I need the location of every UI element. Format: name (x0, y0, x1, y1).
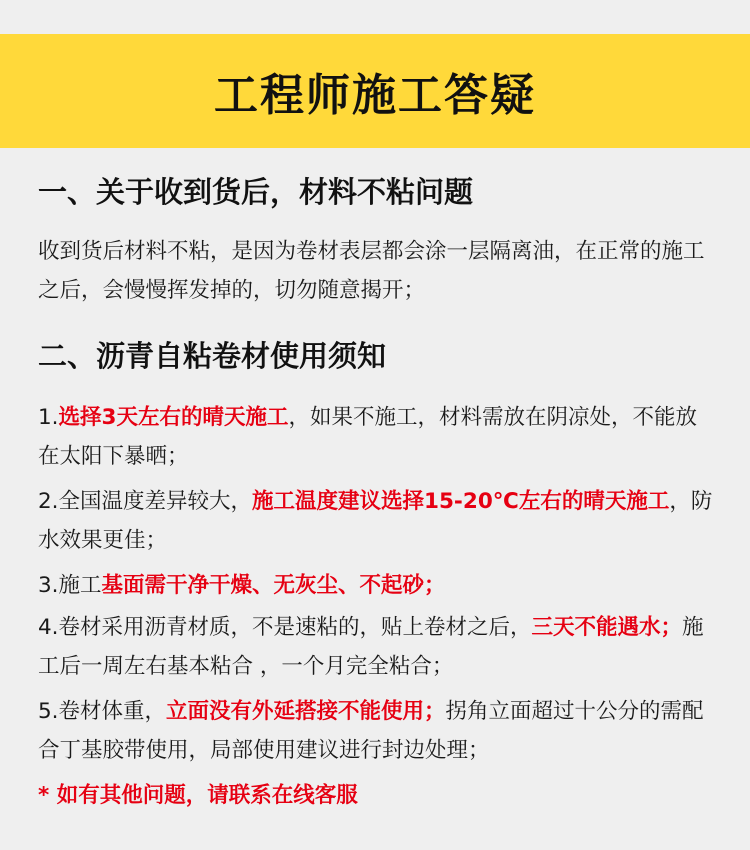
section-2-heading: 二、沥青自粘卷材使用须知 (38, 339, 387, 373)
usage-item-5 (38, 692, 718, 770)
section-1-body: 收到货后材料不粘，是因为卷材表层都会涂一层隔离油，在正常的施工之后，会慢慢挥发掉的，切勿随意揭开； (38, 239, 705, 303)
usage-item-3-prefix: 3.施工 (38, 573, 102, 598)
usage-item-5-highlight: 立面没有外延搭接不能使用； (166, 699, 446, 724)
usage-item-5-rest: 拐角立面超过十公分的需配合丁基胶带使用，局部使用建议进行封边处理； (38, 699, 704, 763)
usage-item-5-prefix: 5.卷材体重， (38, 699, 167, 724)
usage-item-2-rest: ，防水效果更佳； (38, 489, 713, 553)
usage-item-1-highlight: 选择3天左右的晴天施工 (58, 405, 289, 430)
usage-item-2-highlight: 施工温度建议选择15-20℃左右的晴天施工 (252, 489, 670, 514)
usage-item-4 (38, 608, 718, 686)
usage-item-1-rest: ，如果不施工，材料需放在阴凉处，不能放在太阳下暴晒； (38, 405, 697, 469)
title-banner (0, 34, 750, 148)
usage-item-2-prefix: 2.全国温度差异较大， (38, 489, 253, 514)
usage-item-4-prefix: 4.卷材采用沥青材质，不是速粘的，贴上卷材之后， (38, 615, 532, 640)
usage-item-1-prefix: 1. (38, 405, 59, 430)
usage-item-1 (38, 398, 718, 476)
usage-item-3-highlight: 基面需干净干燥、无灰尘、不起砂； (101, 573, 446, 598)
usage-item-4-highlight: 三天不能遇水； (531, 615, 683, 640)
usage-item-2 (38, 482, 718, 560)
usage-item-3 (38, 566, 718, 605)
usage-item-4-rest: 施工后一周左右基本粘合 ，一个月完全粘合； (38, 615, 704, 679)
section-1-heading: 一、关于收到货后，材料不粘问题 (38, 175, 474, 209)
page-title: 工程师施工答疑 (214, 70, 536, 121)
contact-note: * 如有其他问题，请联系在线客服 (38, 783, 358, 808)
